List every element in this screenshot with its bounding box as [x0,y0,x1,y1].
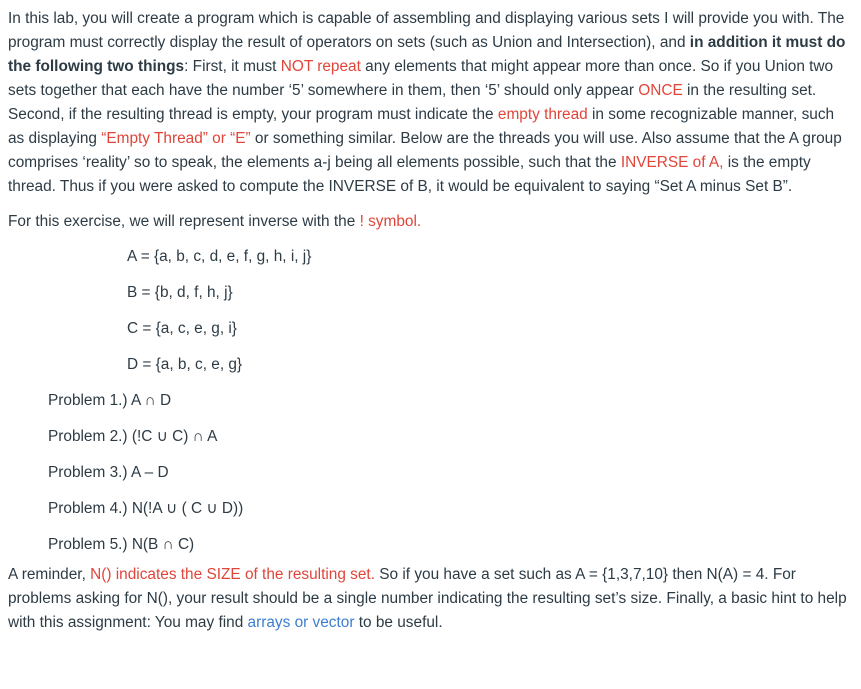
highlight-empty-thread: empty thread [497,106,588,123]
reminder-text-1: A reminder, [8,566,91,583]
problem-3: Problem 3.) A – D [48,464,169,481]
reminder-paragraph [8,563,853,635]
highlight-empty-thread-example: “Empty Thread” or “E” [101,130,251,147]
inverse-note-paragraph [8,210,853,234]
intro-text-3: : First, it must [184,58,281,75]
intro-text-9: in some recognizable manner, such as displaying [8,106,835,147]
problem-1: Problem 1.) A ∩ D [48,392,172,409]
problem-4: Problem 4.) N(!A ∪ ( C ∪ D)) [48,500,244,517]
problem-list [8,389,853,569]
highlight-once: ONCE [638,82,683,99]
problem-2: Problem 2.) (!C ∪ C) ∩ A [48,428,218,445]
highlight-not-repeat: NOT repeat [280,58,361,75]
reminder-n-size-highlight: N() indicates the SIZE of the resulting set. [90,566,375,583]
intro-text-13: is the empty thread. Thus if you were asked to compute the INVERSE of B, it would be equivalent to saying “Set A minus Set B”. [8,154,811,195]
inverse-symbol-highlight: ! symbol. [359,213,422,230]
set-d-definition: D = {a, b, c, e, g} [127,356,243,373]
intro-text-1: In this lab, you will create a program which is capable of assembling and displaying various sets I will provide you with. The program must correctly display the result of operators on sets (such as Union and Intersection), and [8,10,845,51]
intro-paragraph [8,7,853,199]
intro-bold-requirement: in addition it must do the following two things [8,34,846,75]
set-c-definition: C = {a, c, e, g, i} [127,320,237,337]
intro-text-7: in the resulting set. Second, if the resulting thread is empty, your program must indicate the [8,82,817,123]
reminder-arrays-vector-highlight: arrays or vector [247,614,355,631]
set-definitions [8,245,853,389]
intro-text-5: any elements that might appear more than once. So if you Union two sets together that each have the number ‘5’ somewhere in them, then ‘5’ should only appear [8,58,834,99]
reminder-text-3: So if you have a set such as A = {1,3,7,10} then N(A) = 4. For problems asking for N(), your result should be a single number indicating the resulting set’s size. Finally, a basic hint to help with this assignment: You may find [8,566,847,631]
highlight-inverse-of-a: INVERSE of A, [620,154,724,171]
set-b-definition: B = {b, d, f, h, j} [127,284,233,301]
intro-text-11: or something similar. Below are the threads you will use. Also assume that the A group comprises ‘reality’ so to speak, the elements a-j being all elements possible, such that the [8,130,842,171]
set-a-definition: A = {a, b, c, d, e, f, g, h, i, j} [127,248,312,265]
problem-5: Problem 5.) N(B ∩ C) [48,536,195,553]
inverse-note-text: For this exercise, we will represent inverse with the [8,213,360,230]
reminder-text-5: to be useful. [354,614,443,631]
